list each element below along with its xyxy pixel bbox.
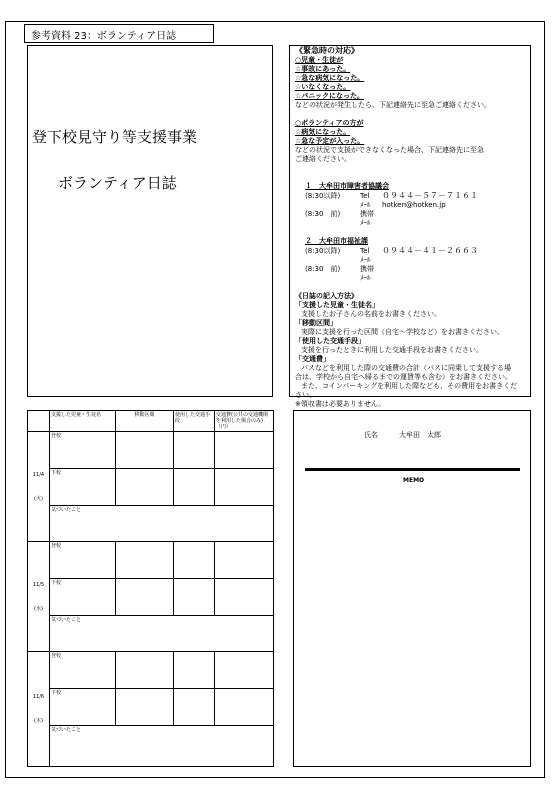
log-fare-cell[interactable] <box>215 469 274 506</box>
log-day-cell <box>28 542 50 652</box>
log-route-cell[interactable] <box>116 579 174 616</box>
log-fare-cell[interactable] <box>215 652 274 689</box>
cover-subtitle: ボランティア日誌 <box>58 174 177 192</box>
log-weekday: (火) <box>34 495 43 502</box>
contact-row <box>305 191 525 201</box>
log-header-cell: 移動区間 <box>116 411 174 432</box>
log-day-cell <box>28 432 50 542</box>
child-item: ☆急な病気になった。 <box>295 74 365 82</box>
name-memo-panel <box>293 410 531 767</box>
contact-time: (8:30以降) <box>305 192 341 200</box>
from-school-label: 下校 <box>51 580 62 586</box>
emergency-info-panel <box>289 45 531 408</box>
notes-label: 気づいたこと <box>51 617 82 623</box>
reference-label: 参考資料 23：ボランティア日誌 <box>24 24 214 43</box>
log-notes-cell[interactable] <box>50 726 274 767</box>
name-label: 氏名 <box>364 431 378 439</box>
contact-kind: ﾒｰﾙ <box>360 256 371 264</box>
log-fare-cell[interactable] <box>215 689 274 726</box>
contact-heading: ２ 大牟田市福祉課 <box>305 237 368 245</box>
log-date: 11/5 <box>32 581 45 588</box>
instruction-line: 支援したお子さんの名前をお書きください。 <box>301 310 441 318</box>
volunteer-item: ☆病気になった。 <box>295 128 351 136</box>
log-header-cell: 交通費(公共の交通機関を利用した場合のみ)（円） <box>215 411 274 432</box>
log-header-cell: 使用した交通手段 <box>174 411 215 432</box>
contact-kind: ﾒｰﾙ <box>360 219 371 227</box>
log-fare-cell[interactable] <box>215 432 274 469</box>
log-notes-cell[interactable] <box>50 506 274 542</box>
instruction-line: 支援を行ったときに利用した交通手段をお書きください。 <box>301 346 483 354</box>
log-to-school-cell[interactable] <box>50 652 116 689</box>
log-transport-cell[interactable] <box>174 652 215 689</box>
receipt-note: ※領収書は必要ありません。 <box>295 400 386 408</box>
log-transport-cell[interactable] <box>174 542 215 579</box>
instruction-line: さい。 <box>295 391 316 399</box>
log-from-school-cell[interactable] <box>50 579 116 616</box>
child-note: などの状況が発生したら、下記連絡先に至急ご連絡ください。 <box>295 101 491 109</box>
log-transport-cell[interactable] <box>174 432 215 469</box>
contact-value: hotken@hotken.jp <box>382 201 446 209</box>
log-weekday: (水) <box>34 605 43 612</box>
log-day-cell <box>28 652 50 767</box>
log-from-school-cell[interactable] <box>50 689 116 726</box>
log-date: 11/4 <box>32 471 45 478</box>
log-date: 11/6 <box>32 694 45 700</box>
contact-heading: １ 大牟田市障害者協議会 <box>305 182 389 190</box>
log-fare-cell[interactable] <box>215 579 274 616</box>
instruction-line: 実際に支援を行った区間（自宅～学校など）をお書きください。 <box>301 328 504 336</box>
contact-kind: ﾒｰﾙ <box>360 274 371 282</box>
volunteer-note: などの状況で支援ができなくなった場合、下記連絡先に至急 <box>295 146 484 154</box>
notes-label: 気づいたこと <box>51 507 82 513</box>
contact-time: (8:30 前) <box>305 265 341 273</box>
contact-kind: Tel <box>360 247 370 255</box>
log-route-cell[interactable] <box>116 542 174 579</box>
cover-panel <box>27 45 273 397</box>
contact-row <box>305 246 525 256</box>
contact-time: (8:30以降) <box>305 247 341 255</box>
instruction-title: 「支援した児童・生徒名」 <box>295 301 379 309</box>
instruction-line: 合は、学校から自宅へ帰るまでの運賃等も含む）をお書きください。 <box>295 373 512 381</box>
log-to-school-cell[interactable] <box>50 432 116 469</box>
volunteer-log-table <box>27 410 274 767</box>
log-transport-cell[interactable] <box>174 689 215 726</box>
instruction-title: 「使用した交通手段」 <box>295 337 365 345</box>
log-header-cell: 支援した児童・生徒名 <box>50 411 116 432</box>
contact-kind: Tel <box>360 192 370 200</box>
log-transport-cell[interactable] <box>174 579 215 616</box>
log-route-cell[interactable] <box>116 652 174 689</box>
log-to-school-cell[interactable] <box>50 542 116 579</box>
log-route-cell[interactable] <box>116 469 174 506</box>
instruction-line: また、コインパーキングを利用した際なども、その費用をお書きくだ <box>301 382 518 390</box>
notes-label: 気づいたこと <box>51 727 82 733</box>
from-school-label: 下校 <box>51 690 62 696</box>
log-weekday: (木) <box>34 718 43 724</box>
log-transport-cell[interactable] <box>174 469 215 506</box>
contact-kind: 携帯 <box>360 210 374 218</box>
name-value: 大牟田 太郎 <box>399 431 441 439</box>
child-item: ☆事故にあった。 <box>295 65 351 73</box>
log-route-cell[interactable] <box>116 689 174 726</box>
to-school-label: 登校 <box>51 433 62 439</box>
to-school-label: 登校 <box>51 543 62 549</box>
volunteer-item: ☆急な予定が入った。 <box>295 137 365 145</box>
instruction-line: バスなどを利用した際の交通費の合計（バスに同乗して支援する場 <box>301 364 511 372</box>
contact-row <box>305 274 525 283</box>
contact-block <box>295 182 525 283</box>
memo-label: MEMO <box>403 477 425 484</box>
instruction-title: 「移動区間」 <box>295 319 337 327</box>
cover-title: 登下校見守り等支援事業 <box>32 128 198 146</box>
instruction-title: 「交通費」 <box>295 355 330 363</box>
log-corner-cell <box>28 411 50 432</box>
volunteer-name <box>364 430 441 440</box>
contact-kind: ﾒｰﾙ <box>360 201 371 209</box>
child-heading: ○児童・生徒が <box>295 56 344 64</box>
contact-value: ０９４４－５７－７１６１ <box>382 191 478 200</box>
log-fare-cell[interactable] <box>215 542 274 579</box>
child-item: ☆いなくなった。 <box>295 83 351 91</box>
contact-row <box>305 210 525 219</box>
log-from-school-cell[interactable] <box>50 469 116 506</box>
contact-row <box>305 201 525 210</box>
contact-row <box>305 256 525 265</box>
volunteer-heading: ○ボランティアの方が <box>295 119 364 127</box>
contact-row <box>305 219 525 228</box>
log-route-cell[interactable] <box>116 432 174 469</box>
divider <box>305 468 520 471</box>
instructions-heading: 《日誌の記入方法》 <box>295 292 358 300</box>
emergency-heading: 《緊急時の対応》 <box>295 46 359 55</box>
contact-kind: 携帯 <box>360 265 374 273</box>
contact-time: (8:30 前) <box>305 210 341 218</box>
log-notes-cell[interactable] <box>50 616 274 652</box>
to-school-label: 登校 <box>51 653 62 659</box>
child-item: ☆パニックになった。 <box>295 92 364 100</box>
contact-value: ０９４４－４１－２６６３ <box>382 246 478 255</box>
volunteer-note: ご連絡ください。 <box>295 155 351 163</box>
contact-row <box>305 265 525 274</box>
from-school-label: 下校 <box>51 470 62 476</box>
